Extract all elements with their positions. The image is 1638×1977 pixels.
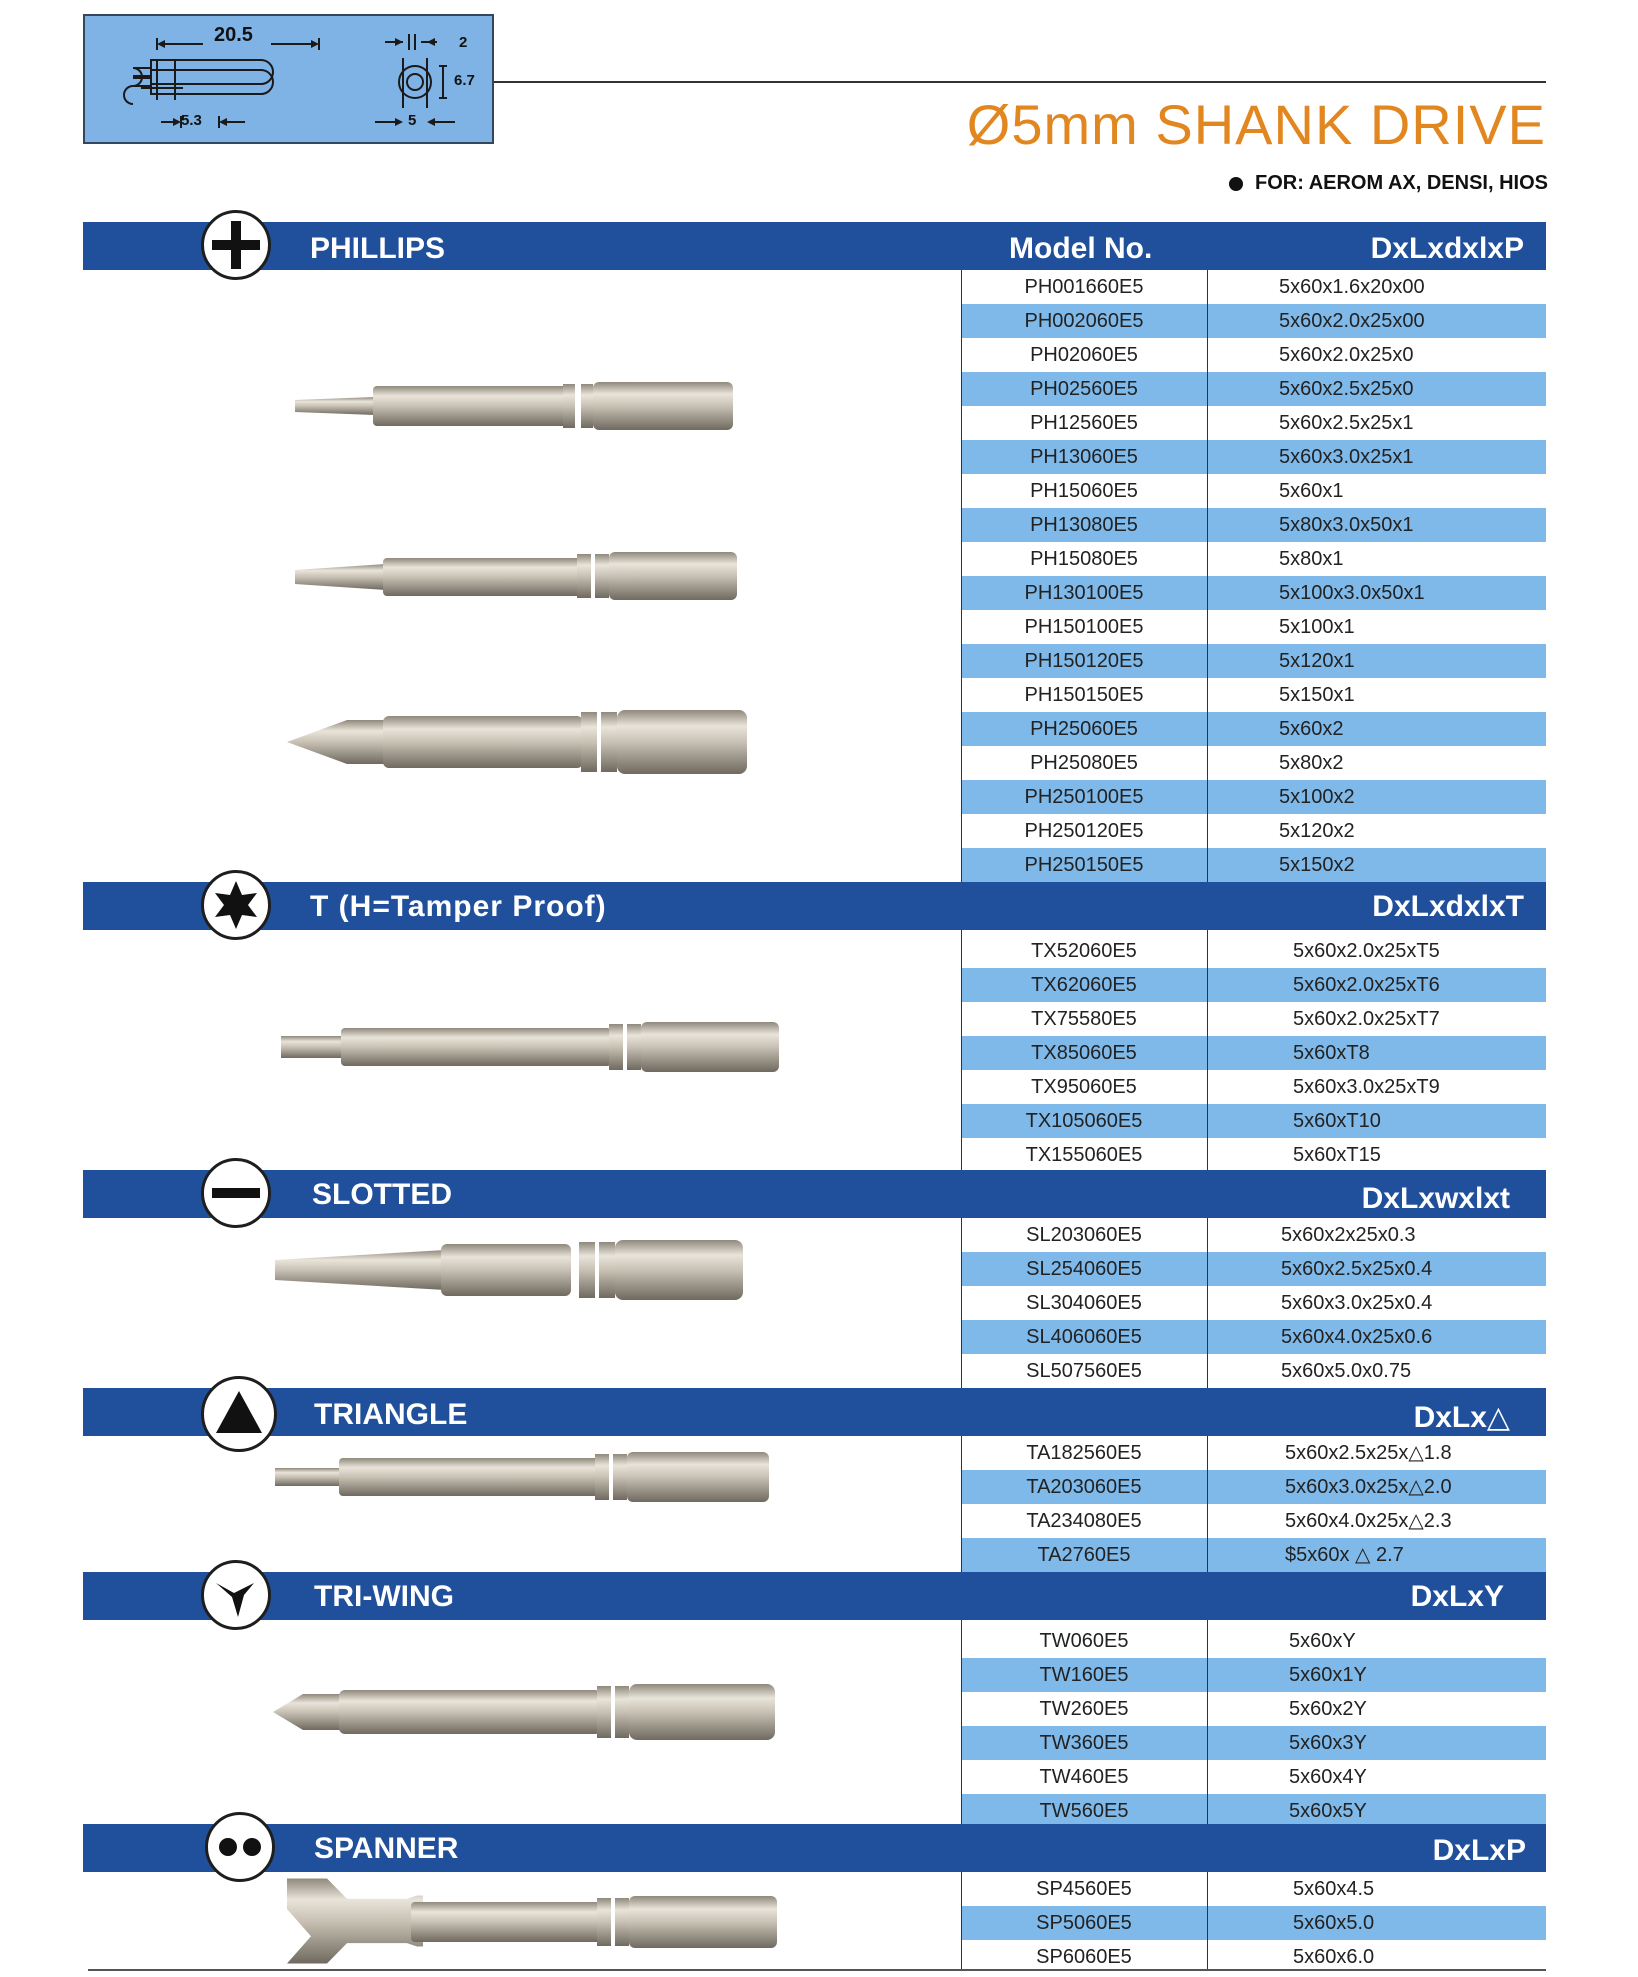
table-row [961,746,1546,780]
table-row [961,1906,1546,1940]
dimension-spec: 5x60x2.5x25x0.4 [1281,1258,1433,1280]
dim-flat: 2 [459,34,468,51]
model-number: TA203060E5 [1026,1476,1142,1498]
table-row [961,848,1546,882]
table-divider [1207,930,1208,1170]
table-row [961,1138,1546,1172]
table-row [961,1726,1546,1760]
table-row [961,968,1546,1002]
dimension-spec: 5x60xT15 [1293,1144,1381,1166]
model-number: PH13080E5 [1030,514,1138,536]
model-number: PH250100E5 [1024,786,1144,808]
table-row [961,542,1546,576]
model-number: SP5060E5 [1036,1912,1132,1934]
table-row [961,1872,1546,1906]
model-number: TX105060E5 [1025,1110,1143,1132]
band-spanner [83,1824,1546,1872]
table-row [961,934,1546,968]
table-row [961,1504,1546,1538]
dimension-spec: 5x60x2.5x25x1 [1279,412,1414,434]
dim-height: 6.7 [454,72,475,89]
torx-star-icon [201,870,271,940]
dimension-spec: 5x60x2.0x25xT7 [1293,1008,1440,1030]
band-phillips [83,222,1546,270]
table-row [961,1218,1546,1252]
dim-diameter: 5 [408,112,417,129]
slotted-icon [201,1158,271,1228]
triangle-table [961,1436,1546,1572]
table-row [961,814,1546,848]
dimension-spec: 5x150x1 [1279,684,1355,706]
model-number: PH25060E5 [1030,718,1138,740]
model-number: SL406060E5 [1026,1326,1142,1348]
header-rule [494,81,1546,83]
table-row [961,440,1546,474]
model-number: SL507560E5 [1026,1360,1142,1382]
dimension-spec: 5x80x3.0x50x1 [1279,514,1414,536]
table-row [961,1436,1546,1470]
dimension-header: DxLx△ [1413,1401,1510,1434]
model-number: PH150120E5 [1024,650,1144,672]
table-divider [1207,1218,1208,1388]
model-number: PH15060E5 [1030,480,1138,502]
table-row [961,1354,1546,1388]
table-row [961,678,1546,712]
dimension-spec: 5x60x3.0x25x△2.0 [1285,1476,1452,1498]
phillips-bit-image-3 [283,702,843,782]
table-divider [961,270,962,882]
dimension-spec: 5x120x1 [1279,650,1355,672]
dimension-spec: 5x80x2 [1279,752,1344,774]
dimension-header: DxLxwxlxt [1361,1182,1510,1215]
model-number: SP4560E5 [1036,1878,1132,1900]
compatibility-text: FOR: AEROM AX, DENSI, HIOS [1255,172,1548,194]
compatibility-line [1229,172,1548,195]
dimension-spec: 5x60x5Y [1289,1800,1367,1822]
section-title: SPANNER [314,1832,459,1865]
table-divider [961,1436,962,1572]
slotted-bit-image [273,1230,843,1310]
dimension-spec: 5x80x1 [1279,548,1344,570]
section-title: PHILLIPS [310,232,446,265]
table-row [961,1658,1546,1692]
table-divider [961,930,962,1170]
triangle-icon [201,1376,277,1452]
section-torx [83,882,1546,1170]
table-row [961,1286,1546,1320]
dimension-spec: 5x60x1Y [1289,1664,1367,1686]
table-row [961,712,1546,746]
model-number: PH250150E5 [1024,854,1144,876]
table-row [961,270,1546,304]
table-row [961,1252,1546,1286]
dimension-spec: 5x60x2.5x25x△1.8 [1285,1442,1452,1464]
model-number: TX85060E5 [1031,1042,1137,1064]
band-triangle [83,1388,1546,1436]
dimension-spec: 5x60x2.0x25x00 [1279,310,1425,332]
table-divider [1207,1436,1208,1572]
torx-table [961,934,1546,1172]
table-row [961,372,1546,406]
model-number: TX155060E5 [1025,1144,1143,1166]
triangle-bit-image [273,1442,843,1512]
table-divider [961,1218,962,1388]
table-row [961,406,1546,440]
table-row [961,474,1546,508]
dimension-spec: 5x60x3Y [1289,1732,1367,1754]
table-row [961,304,1546,338]
dimension-header: DxLxP [1432,1834,1526,1867]
dimension-spec: 5x100x3.0x50x1 [1279,582,1425,604]
dimension-spec: 5x60x3.0x25x0.4 [1281,1292,1433,1314]
torx-bit-image [279,1012,839,1082]
band-torx [83,882,1546,930]
dimension-spec: 5x60xY [1289,1630,1356,1652]
page-title: Ø5mm SHANK DRIVE [966,93,1546,156]
shank-dimension-diagram [83,14,494,144]
section-slotted [83,1170,1546,1388]
dimension-header: DxLxY [1410,1580,1504,1613]
phillips-bit-image-2 [293,542,833,612]
slotted-table [961,1218,1546,1388]
table-row [961,576,1546,610]
section-spanner [83,1824,1546,1970]
model-number: SL254060E5 [1026,1258,1142,1280]
dimension-spec: 5x100x2 [1279,786,1355,808]
model-number: TA2760E5 [1037,1544,1131,1566]
tri-wing-icon [201,1560,271,1630]
bullet-icon [1229,177,1243,191]
model-number: PH02560E5 [1030,378,1138,400]
section-triwing [83,1572,1546,1824]
dimension-spec: 5x120x2 [1279,820,1355,842]
model-number: TW560E5 [1039,1800,1129,1822]
model-number: PH250120E5 [1024,820,1144,842]
dimension-spec: 5x60x3.0x25x1 [1279,446,1414,468]
model-number: TX75580E5 [1031,1008,1137,1030]
table-row [961,644,1546,678]
dimension-header: DxLxdxlxP [1370,232,1524,265]
table-row [961,508,1546,542]
model-number: PH02060E5 [1030,344,1138,366]
section-phillips [83,222,1546,882]
table-row [961,1760,1546,1794]
model-number: TW060E5 [1039,1630,1129,1652]
model-number: PH15080E5 [1030,548,1138,570]
model-number: PH25080E5 [1030,752,1138,774]
dimension-spec: 5x60x4.0x25x△2.3 [1285,1510,1452,1532]
spanner-table [961,1872,1546,1974]
dimension-spec: 5x60x4.0x25x0.6 [1281,1326,1433,1348]
dimension-spec: 5x100x1 [1279,616,1355,638]
table-row [961,610,1546,644]
model-number: PH002060E5 [1024,310,1144,332]
triwing-table [961,1624,1546,1828]
dimension-header: DxLxdxlxT [1372,890,1524,923]
dimension-spec: 5x60x1 [1279,480,1344,502]
model-number: TW360E5 [1039,1732,1129,1754]
model-number: TA234080E5 [1026,1510,1142,1532]
dimension-spec: 5x60x5.0 [1293,1912,1375,1934]
phillips-icon [201,210,271,280]
dimension-spec: 5x60xT10 [1293,1110,1381,1132]
model-number: TX62060E5 [1031,974,1137,996]
table-row [961,338,1546,372]
dimension-spec: 5x60x3.0x25xT9 [1293,1076,1440,1098]
table-row [961,1794,1546,1828]
dimension-spec: 5x60x4Y [1289,1766,1367,1788]
table-row [961,1070,1546,1104]
table-row [961,1538,1546,1572]
model-number: PH130100E5 [1024,582,1144,604]
model-number: TW260E5 [1039,1698,1129,1720]
dim-slot: 5.3 [181,112,202,129]
dimension-spec: 5x60x2.5x25x0 [1279,378,1414,400]
dimension-spec: 5x60x2.0x25xT5 [1293,940,1440,962]
model-number: TA182560E5 [1026,1442,1142,1464]
dimension-spec: $5x60x △ 2.7 [1285,1544,1404,1566]
model-number: SL203060E5 [1026,1224,1142,1246]
table-row [961,1692,1546,1726]
section-title: SLOTTED [312,1178,452,1211]
phillips-table [961,270,1546,882]
spanner-bit-image [283,1876,843,1966]
section-title: TRIANGLE [314,1398,468,1431]
dimension-spec: 5x60x2.0x25x0 [1279,344,1414,366]
dimension-spec: 5x60x2.0x25xT6 [1293,974,1440,996]
dimension-spec: 5x60x6.0 [1293,1946,1375,1968]
model-number: TW460E5 [1039,1766,1129,1788]
table-divider [1207,1620,1208,1824]
table-row [961,1624,1546,1658]
table-divider [961,1872,962,1970]
section-triangle [83,1388,1546,1572]
model-number: PH12560E5 [1030,412,1138,434]
dimension-spec: 5x60x1.6x20x00 [1279,276,1425,298]
model-number: PH150100E5 [1024,616,1144,638]
model-number: TX95060E5 [1031,1076,1137,1098]
footer-rule [88,1969,1546,1971]
dimension-spec: 5x150x2 [1279,854,1355,876]
dimension-spec: 5x60x5.0x0.75 [1281,1360,1412,1382]
phillips-bit-image-1 [293,372,833,442]
table-row [961,1320,1546,1354]
table-divider [1207,1872,1208,1970]
dimension-spec: 5x60x2Y [1289,1698,1367,1720]
band-triwing [83,1572,1546,1620]
table-row [961,1036,1546,1070]
section-title: TRI-WING [314,1580,454,1613]
model-number: TW160E5 [1039,1664,1129,1686]
spanner-icon [205,1812,275,1882]
table-divider [1207,270,1208,882]
dim-length: 20.5 [214,24,253,46]
dimension-spec: 5x60x2x25x0.3 [1281,1224,1416,1246]
table-row [961,1104,1546,1138]
dimension-spec: 5x60x2 [1279,718,1344,740]
dimension-spec: 5x60x4.5 [1293,1878,1375,1900]
model-number: TX52060E5 [1031,940,1137,962]
band-slotted [83,1170,1546,1218]
dimension-spec: 5x60xT8 [1293,1042,1370,1064]
table-row [961,1470,1546,1504]
model-number: PH150150E5 [1024,684,1144,706]
table-divider [961,1620,962,1824]
table-row [961,780,1546,814]
table-row [961,1002,1546,1036]
triwing-bit-image [269,1672,839,1752]
model-number: SP6060E5 [1036,1946,1132,1968]
model-number: PH001660E5 [1024,276,1144,298]
model-number: PH13060E5 [1030,446,1138,468]
model-number: SL304060E5 [1026,1292,1142,1314]
section-title: T (H=Tamper Proof) [310,890,607,923]
model-header: Model No. [1009,232,1153,265]
